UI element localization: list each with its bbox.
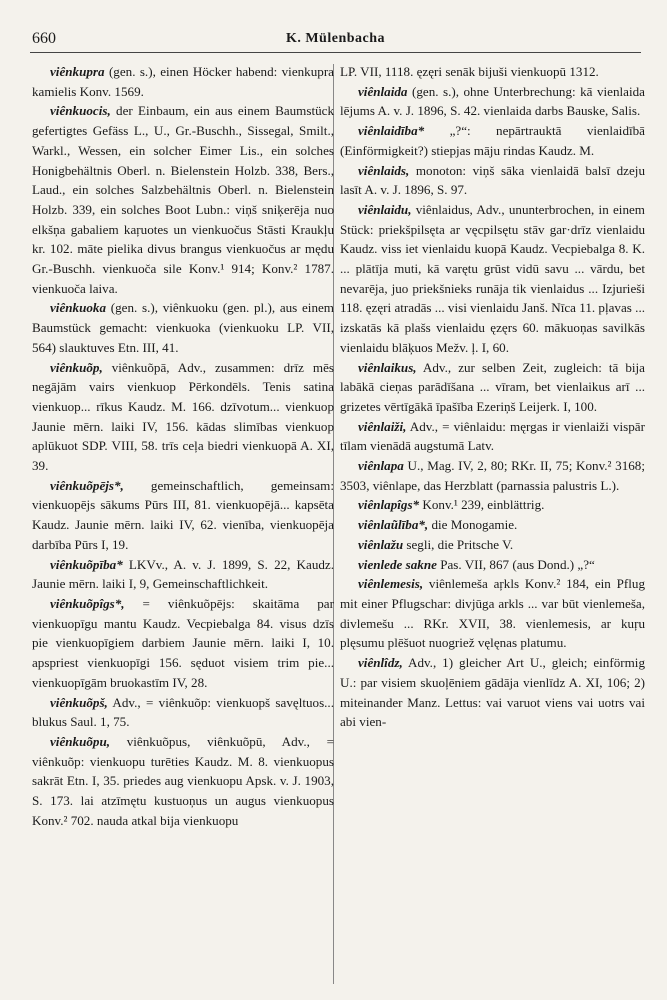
dictionary-entry: [32, 62, 334, 101]
entry-text: = viênkuõpējs: skaitāma par vienkuopīgu mantu Kaudz. Vecpiebalga 84. visus dzīs pie vienkuopīgiem darbiem Jaunie mērn. laiki I, 10. apspriest vienkuopīgi 156. sęduot visiem trim pie... vienkuopīgām bruokastīm IV, 28.: [32, 595, 334, 690]
right-column: [340, 62, 645, 732]
dictionary-entry: [32, 101, 334, 298]
running-head: K. Mülenbacha: [285, 31, 386, 46]
left-column: [32, 62, 334, 830]
entry-headword: viênkuocis,: [50, 103, 111, 119]
entry-text: Konv.¹ 239, einblättrig.: [422, 497, 545, 513]
entry-headword: viênkuõpība*: [50, 556, 123, 572]
entry-headword: viênkuõpš,: [50, 694, 108, 710]
entry-text: (gen. s.), viênkuoku (gen. pl.), aus einem Baumstück gemacht: vienkuoka (vienkuoku LP. VII, 564) slauktuves Etn. III, 41.: [32, 300, 334, 355]
entry-text: der Einbaum, ein aus einem Baumstück gefertigtes Gefäss L., U., Gr.-Buschh., Sissegal, Smilt., Warkl., Wessen, ein solcher Eimer Lis., ein solches Honigbehältnis Oberl. n. Bielenstein Holzb. 338, Bers., Laud., ein solches Salzbehältnis Oberl. n. Bielenstein Holzb. 339, ein solches Boot Lubn.: viņš sniķerēja nuo elkšņa gabaliem kaŗuotes un vienkuočus Stāsti Kraukļu kr. 102. māte pielika divus brangus vienkuočus ar mędu Gr.-Buschh. vienkuoča sile Konv.¹ 914; Konv.² 1787. vienkuoča laiva.: [32, 103, 334, 296]
entry-text: gemeinschaftlich, gemeinsam: vienkuopējs sākums Pūrs III, 81. vienkuopējā... kapsēta Kaudz. Jaunie mērn. laiki IV, 62. vienība, vienkuopēja darbība Pūrs I, 19.: [32, 477, 334, 552]
dictionary-entry: [340, 121, 645, 160]
page-header: [30, 28, 641, 53]
entry-text: Adv., = viênkuõp: vienkuopš savęltuos... blukus Saul. 1, 75.: [32, 694, 334, 730]
entry-headword: vienlede sakne: [358, 556, 437, 572]
page-number: 660: [32, 30, 56, 47]
dictionary-entry: [32, 298, 334, 357]
entry-headword: viênlapa: [358, 458, 404, 474]
entry-text: LP. VII, 1118. ęzęri senāk bijuši vienkuopū 1312.: [340, 64, 599, 79]
entry-headword: viênlaũlība*,: [358, 517, 429, 533]
entry-text: (gen. s.), ohne Unterbrechung: kā vienlaida lējums A. v. J. 1896, S. 42. vienlaida darbs Bauske, Salis.: [340, 83, 645, 119]
entry-text: monoton: viņš sāka vienlaidā balsī dzeju lasīt A. v. J. 1896, S. 97.: [340, 162, 645, 198]
dictionary-entry: [340, 417, 645, 456]
entry-text: Pas. VII, 867 (aus Dond.) „?“: [440, 556, 595, 572]
dictionary-entry: [340, 535, 645, 555]
entry-headword: viênkuõpu,: [50, 733, 111, 749]
dictionary-entry: [340, 495, 645, 515]
entry-headword: viênlîdz,: [358, 655, 403, 671]
entry-text: viênkuõpus, viênkuõpū, Adv., = viênkuõp: vienkuopu turēties Kaudz. M. 8. vienkuopus sakrāt Etn. I, 35. priedes aug vienkuopu Apsk. v. J. 1903, S. 173. lai atzīmętu kustuoņus un augus vienkuopus Konv.² 702. nauda atkal bija vienkuopu: [32, 733, 334, 828]
entry-text: LKVv., A. v. J. 1899, S. 22, Kaudz. Jaunie mērn. laiki I, 9, Gemeinschaftlichkeit.: [32, 556, 334, 592]
entry-text: die Monogamie.: [431, 517, 518, 533]
entry-headword: viênkuoka: [50, 300, 107, 316]
entry-headword: viênlapîgs*: [358, 497, 420, 513]
entry-text: viênlemeša aŗkls Konv.² 184, ein Pflug mit einer Pflugschar: divjūga arkls ... var būt vienlemeša, divlemešu ... RKr. XVII, 38. vienlemesis, ar kuŗu plęsumu plēšuot nuogriež vęlęnas platumu.: [340, 576, 645, 651]
dictionary-entry: [32, 594, 334, 693]
dictionary-entry: [340, 161, 645, 200]
dictionary-entry: [32, 555, 334, 594]
entry-headword: viênlažu: [358, 536, 404, 552]
entry-headword: viênkupra: [50, 64, 105, 79]
dictionary-entry: [32, 732, 334, 831]
dictionary-entry: [340, 456, 645, 495]
dictionary-entry: [32, 693, 334, 732]
dictionary-entry: [32, 476, 334, 555]
entry-headword: viênlaids,: [358, 162, 410, 178]
entry-headword: viênlemesis,: [358, 576, 424, 592]
entry-text: Adv., = viênlaidu: męrgas ir vienlaiži vispār tīlam vienādā augstumā Latv.: [340, 418, 645, 454]
dictionary-entry: [340, 653, 645, 732]
entry-headword: viênkuõpējs*,: [50, 477, 124, 493]
entry-text: Adv., zur selben Zeit, zugleich: tā bija labākā cieņas parādīšana ... vīram, bet vienlaikus arī ... grizetes vērtīgākā īpašība Ezeriņš Leijerk. I, 100.: [340, 359, 645, 414]
entry-text: viênkuõpā, Adv., zusammen: drīz mēs negājām vairs vienkuop Pērkondēls. Tenis satina vienkuop... rīkus Kaudz. M. 166. dzīvotum... vienkuop Jaunie mērn. laiki IV, 156. kādas slimības vienkuop aplūkuot SDP. VIII, 58. trīs ceļa biedri vienkuopā A. XI, 39.: [32, 359, 334, 474]
entry-headword: viênlaidība*: [358, 123, 425, 139]
entry-text: viênlaidus, Adv., ununterbrochen, in einem Stück: priekšpilsęta ar vęcpilsętu stāv gar·drīz vienlaidu Kaudz. viss iet vienlaidu kuopā Kaudz. Vecpiebalga 8. K. ... plātīja muti, kā varętu grūst vidū savu ... vārdu, bet nevarēja, juo priekšnieks runāja tik vienlaidus ... Izjurieši 118. ęzęri atradās ... visi vienlaidu Janš. Nīca 11. pļavas ... izskatās kā plašs vienlaidu ęzęrs 60. mākuoņas savilkās vienlaidu blāķuos Mežv. ļ. I, 60.: [340, 201, 645, 355]
entry-headword: viênlaiži,: [358, 418, 407, 434]
entry-text: „?“: nepārtrauktā vienlaidībā (Einförmigkeit?) stiepjas māju rindas Kaudz. M.: [340, 123, 645, 158]
dictionary-entry: [340, 515, 645, 535]
dictionary-entry: [340, 82, 645, 121]
dictionary-entry: [340, 574, 645, 653]
dictionary-entry: [340, 62, 645, 82]
entry-headword: viênlaidu,: [358, 201, 412, 217]
entry-text: U., Mag. IV, 2, 80; RKr. II, 75; Konv.² 3168; 3503, viênlape, das Herzblatt (parnassia palustris L.).: [340, 458, 645, 493]
entry-text: Adv., 1) gleicher Art U., gleich; einförmig U.: par visiem skuoļēniem gādāja vienlīdz A. XI, 106; 2) miteinander Manz. Lettus: vai varuot viens vai uotrs vai abi vien-: [340, 655, 645, 730]
entry-text: (gen. s.), einen Höcker habend: vienkupra kamielis Konv. 1569.: [32, 64, 334, 99]
entry-headword: viênkuõpîgs*,: [50, 595, 125, 611]
dictionary-entry: [340, 358, 645, 417]
entry-headword: viênlaikus,: [358, 359, 417, 375]
dictionary-entry: [32, 358, 334, 476]
entry-headword: viênkuõp,: [50, 359, 103, 375]
dictionary-entry: [340, 200, 645, 358]
entry-headword: viênlaida: [358, 83, 408, 99]
dictionary-entry: [340, 555, 645, 575]
entry-text: segli, die Pritsche V.: [406, 536, 514, 552]
